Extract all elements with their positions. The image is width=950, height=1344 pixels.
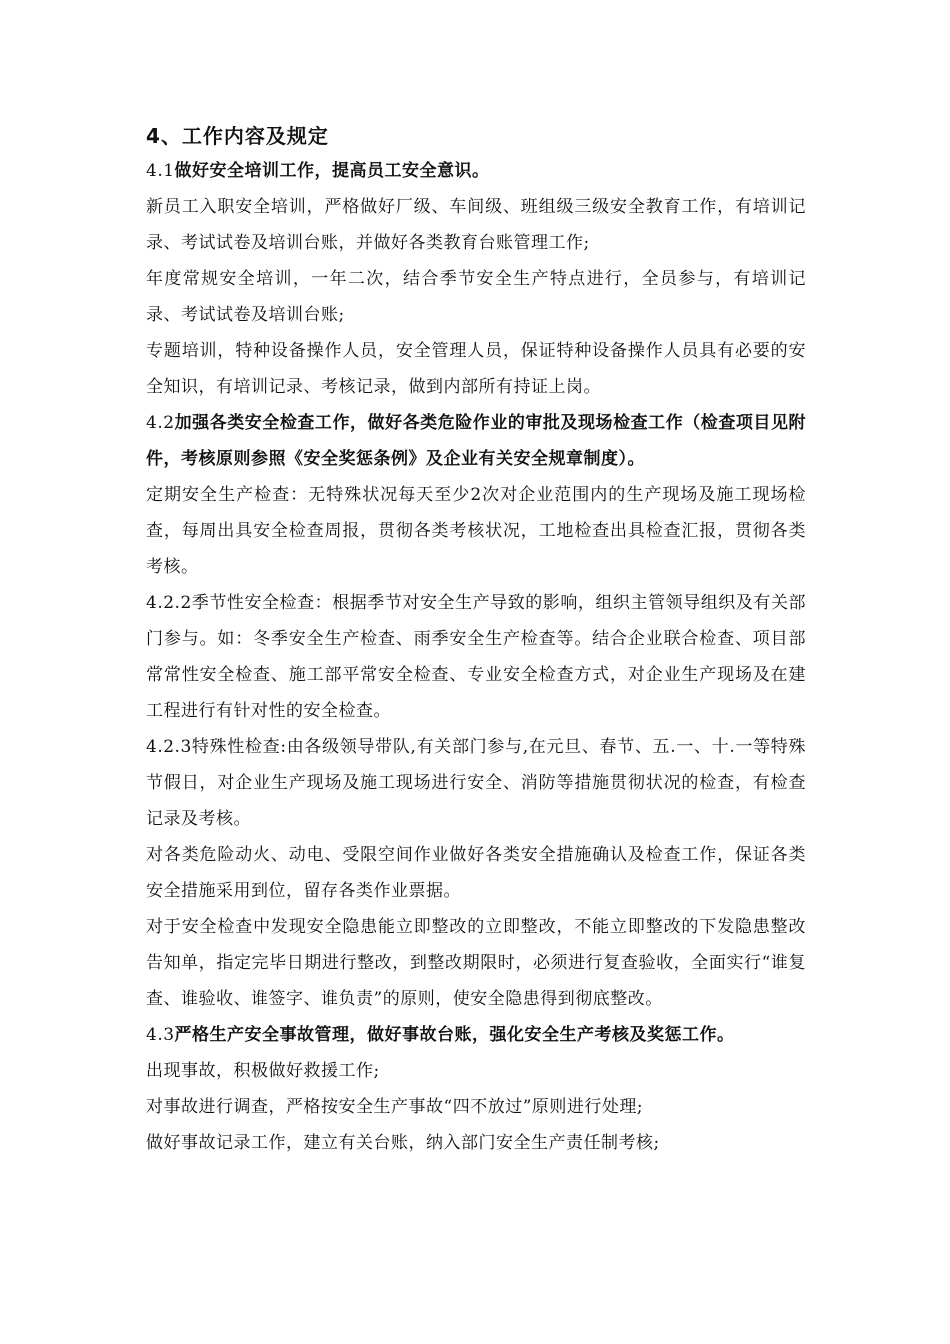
section-number: 4.2: [146, 413, 175, 433]
paragraph: 对事故进行调查，严格按安全生产事故“四不放过”原则进行处理;: [146, 1097, 644, 1117]
paragraph: 专题培训，特种设备操作人员，安全管理人员，保证特种设备操作人员具有必要的安全知识，有培训记录、考核记录，做到内部所有持证上岗。: [146, 341, 806, 397]
section-4-3-title: [146, 1017, 806, 1053]
document-body: [146, 119, 806, 1161]
paragraph: 4.2.2季节性安全检查：根据季节对安全生产导致的影响，组织主管领导组织及有关部门参与。如：冬季安全生产检查、雨季安全生产检查等。结合企业联合检查、项目部常常性安全检查、施工部平常安全检查、专业安全检查方式，对企业生产现场及在建工程进行有针对性的安全检查。: [146, 593, 806, 721]
paragraph: 做好事故记录工作，建立有关台账，纳入部门安全生产责任制考核;: [146, 1133, 660, 1153]
section-number: 4.3: [146, 1025, 175, 1045]
paragraph: 4.2.3特殊性检查:由各级领导带队,有关部门参与,在元旦、春节、五.一、十.一等特殊节假日，对企业生产现场及施工现场进行安全、消防等措施贯彻状况的检查，有检查记录及考核。: [146, 737, 806, 829]
section-heading: 4、工作内容及规定: [146, 124, 329, 148]
paragraph: 对于安全检查中发现安全隐患能立即整改的立即整改，不能立即整改的下发隐患整改告知单，指定完毕日期进行整改，到整改期限时，必须进行复查验收，全面实行“谁复查、谁验收、谁签字、谁负责”的原则，使安全隐患得到彻底整改。: [146, 917, 806, 1009]
paragraph: 年度常规安全培训，一年二次，结合季节安全生产特点进行，全员参与，有培训记录、考试试卷及培训台账;: [146, 269, 806, 325]
section-title-text: 做好安全培训工作，提高员工安全意识。: [174, 161, 490, 181]
paragraph: 定期安全生产检查：无特殊状况每天至少2次对企业范围内的生产现场及施工现场检查，每周出具安全检查周报，贯彻各类考核状况，工地检查出具检查汇报，贯彻各类考核。: [146, 485, 806, 577]
section-title-text: 严格生产安全事故管理，做好事故台账，强化安全生产考核及奖惩工作。: [174, 1025, 735, 1045]
paragraph: 对各类危险动火、动电、受限空间作业做好各类安全措施确认及检查工作，保证各类安全措施采用到位，留存各类作业票据。: [146, 845, 806, 901]
section-number: 4.1: [146, 161, 175, 181]
paragraph: 出现事故，积极做好救援工作;: [146, 1061, 380, 1081]
section-title-text: 加强各类安全检查工作，做好各类危险作业的审批及现场检查工作（检查项目见附件，考核原则参照《安全奖惩条例》及企业有关安全规章制度）。: [146, 413, 806, 469]
paragraph: 新员工入职安全培训，严格做好厂级、车间级、班组级三级安全教育工作，有培训记录、考试试卷及培训台账，并做好各类教育台账管理工作;: [146, 197, 806, 253]
section-4-1-title: [146, 153, 806, 189]
section-4-2-title: [146, 405, 806, 477]
